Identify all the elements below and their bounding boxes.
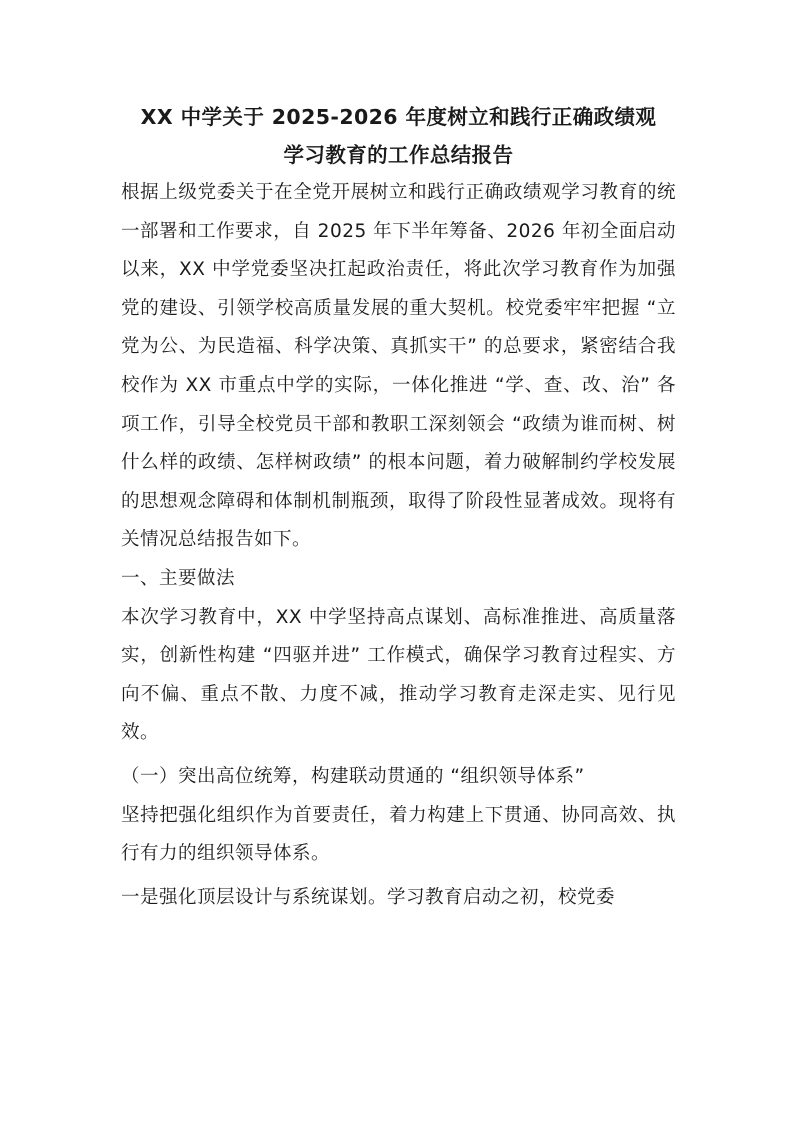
subsection-heading: （一）突出高位统筹，构建联动贯通的 “组织领导体系”	[121, 765, 585, 787]
document-page	[121, 98, 676, 917]
title-line-1: XX 中学关于 2025-2026 年度树立和践行正确政绩观	[140, 105, 657, 129]
subsection-intro-paragraph: 坚持把强化组织作为首要责任，着力构建上下贯通、协同高效、执行有力的组织领导体系。	[121, 804, 676, 865]
title-line-2: 学习教育的工作总结报告	[283, 143, 514, 167]
point-paragraph: 一是强化顶层设计与系统谋划。学习教育启动之初，校党委	[121, 886, 616, 908]
document-title	[121, 98, 676, 174]
section-intro-paragraph: 本次学习教育中，XX 中学坚持高点谋划、高标准推进、高质量落实，创新性构建 “四驱并进” 工作模式，确保学习教育过程实、方向不偏、重点不散、力度不减，推动学习教育走深走实、见行见效。	[121, 606, 676, 744]
intro-paragraph: 根据上级党委关于在全党开展树立和践行正确政绩观学习教育的统一部署和工作要求，自 2025 年下半年筹备、2026 年初全面启动以来，XX 中学党委坚决扛起政治责任，将此次学习教育作为加强党的建设、引领学校高质量发展的重大契机。校党委牢牢把握 “立党为公、为民造福、科学决策、真抓实干” 的总要求，紧密结合我校作为 XX 市重点中学的实际，一体化推进 “学、查、改、治” 各项工作，引导全校党员干部和教职工深刻领会 “政绩为谁而树、树什么样的政绩、怎样树政绩” 的根本问题，着力破解制约学校发展的思想观念障碍和体制机制瓶颈，取得了阶段性显著成效。现将有关情况总结报告如下。	[121, 182, 676, 551]
section-heading: 一、主要做法	[121, 567, 236, 589]
